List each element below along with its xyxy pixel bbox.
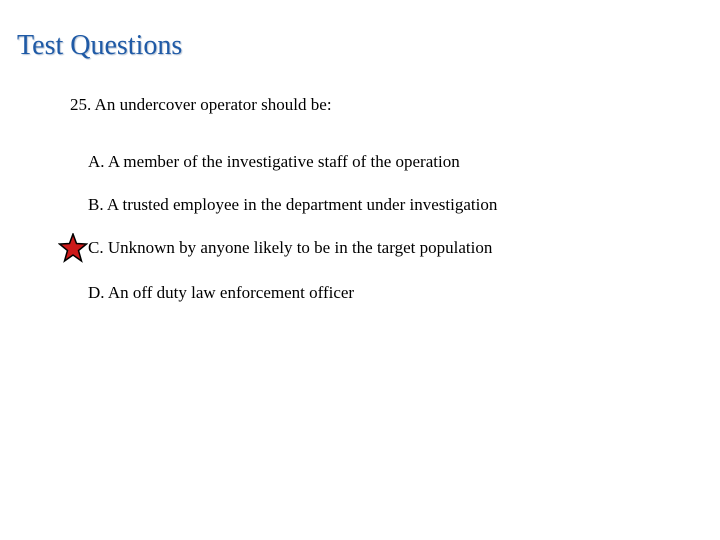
answer-option-c: C. Unknown by anyone likely to be in the target population	[88, 238, 493, 257]
question-text: 25. An undercover operator should be:	[70, 95, 332, 114]
star-icon	[58, 233, 88, 263]
answer-option-b: B. A trusted employee in the department under investigation	[88, 195, 498, 214]
answer-option-a: A. A member of the investigative staff of the operation	[88, 152, 460, 171]
answer-option-d: D. An off duty law enforcement officer	[88, 283, 355, 302]
slide-title: Test Questions	[17, 30, 183, 61]
